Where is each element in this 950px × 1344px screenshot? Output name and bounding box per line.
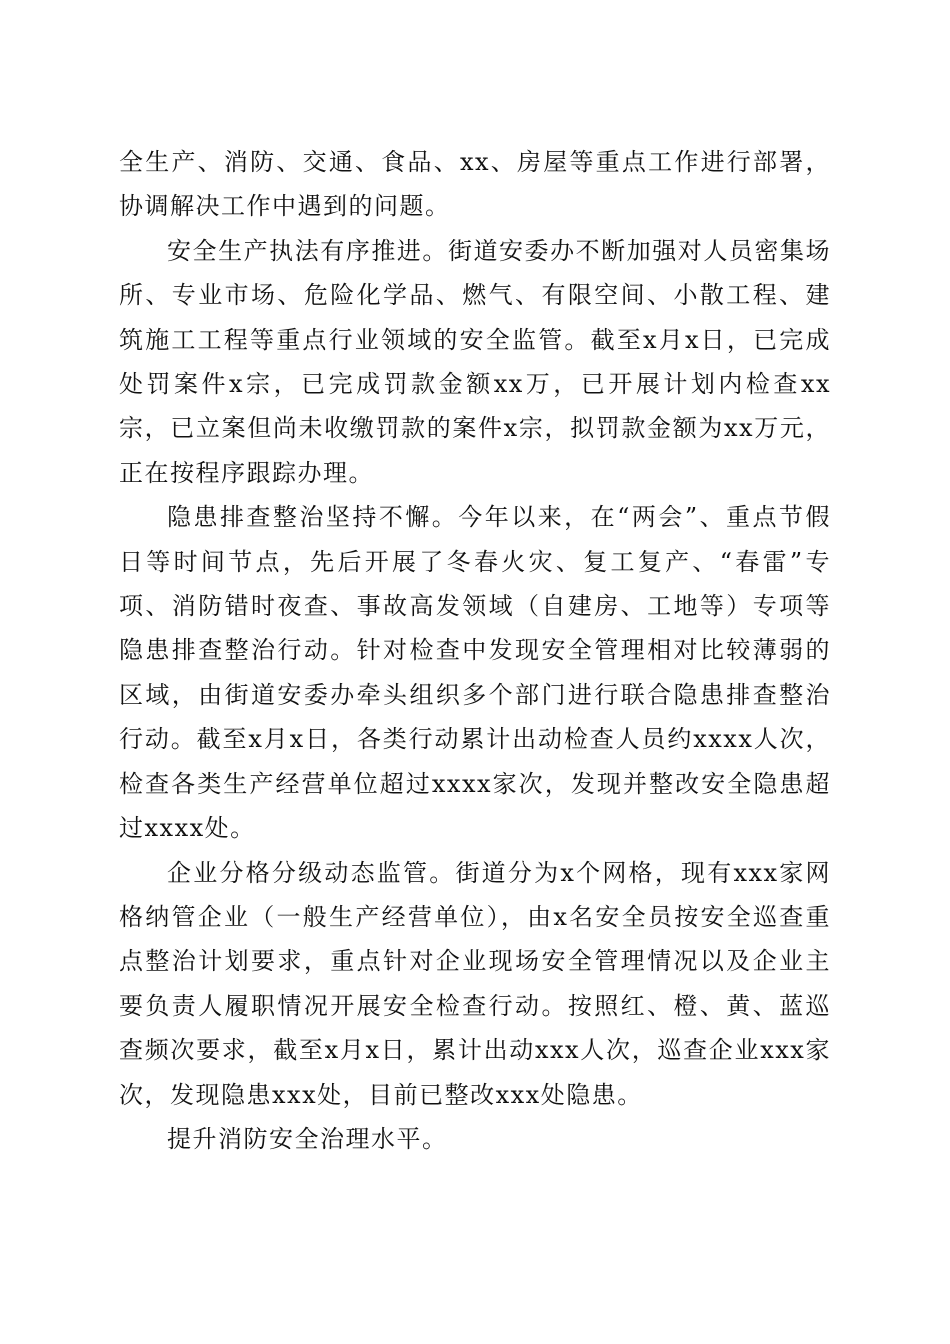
document-body: [119, 140, 831, 1161]
paragraph-safety-law-enforcement: 安全生产执法有序推进。街道安委办不断加强对人员密集场所、专业市场、危险化学品、燃气、有限空间、小散工程、建筑施工工程等重点行业领域的安全监管。截至x月x日，已完成处罚案件x宗，已完成罚款金额xx万，已开展计划内检查xx宗，已立案但尚未收缴罚款的案件x宗，拟罚款金额为xx万元，正在按程序跟踪办理。: [119, 236, 831, 487]
paragraph-enterprise-supervision: 企业分格分级动态监管。街道分为x个网格，现有xxx家网格纳管企业（一般生产经营单位），由x名安全员按安全巡查重点整治计划要求，重点针对企业现场安全管理情况以及企业主要负责人履职情况开展安全检查行动。按照红、橙、黄、蓝巡查频次要求，截至x月x日，累计出动xxx人次，巡查企业xxx家次，发现隐患xxx处，目前已整改xxx处隐患。: [119, 858, 831, 1109]
paragraph-fire-safety-heading: 提升消防安全治理水平。: [167, 1124, 448, 1153]
paragraph-hazard-inspection: 隐患排查整治坚持不懈。今年以来，在“两会”、重点节假日等时间节点，先后开展了冬春火灾、复工复产、“春雷”专项、消防错时夜查、事故高发领域（自建房、工地等）专项等隐患排查整治行动。针对检查中发现安全管理相对比较薄弱的区域，由街道安委办牵头组织多个部门进行联合隐患排查整治行动。截至x月x日，各类行动累计出动检查人员约xxxx人次，检查各类生产经营单位超过xxxx家次，发现并整改安全隐患超过xxxx处。: [119, 503, 831, 843]
paragraph-continuation: 全生产、消防、交通、食品、xx、房屋等重点工作进行部署，协调解决工作中遇到的问题。: [119, 148, 831, 221]
